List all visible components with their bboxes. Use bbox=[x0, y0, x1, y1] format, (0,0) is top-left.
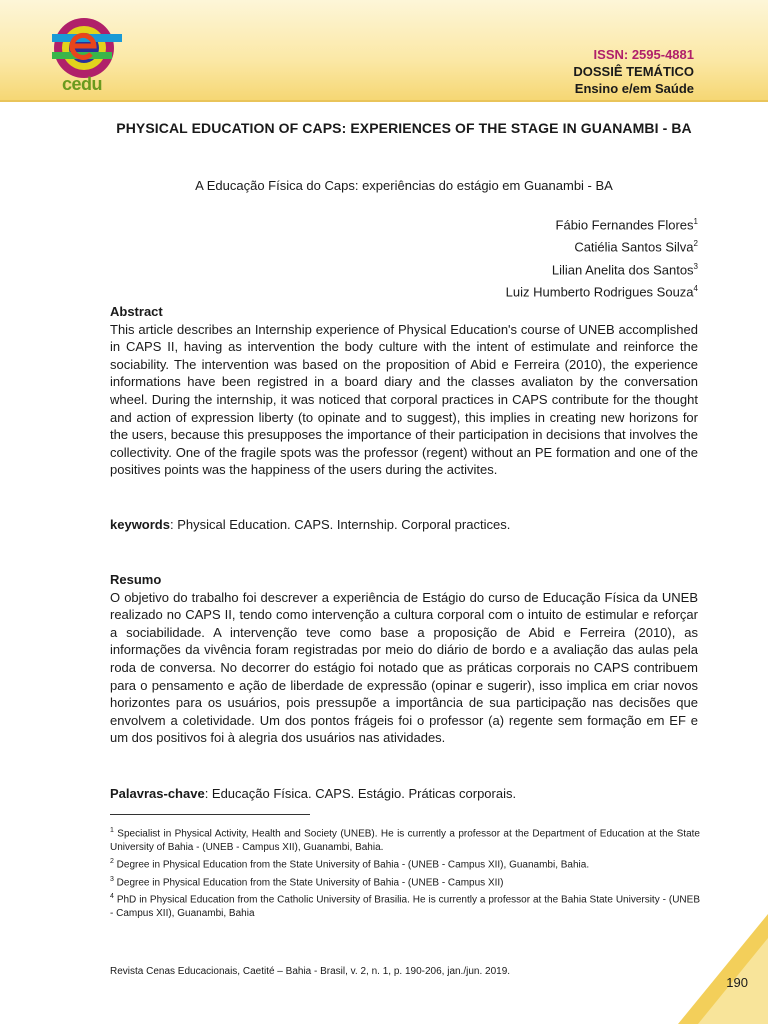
dossie-label: DOSSIÊ TEMÁTICO bbox=[573, 64, 694, 79]
footnotes bbox=[110, 824, 700, 921]
issn: ISSN: 2595-4881 bbox=[593, 47, 694, 62]
keywords-label: keywords bbox=[110, 517, 170, 532]
author: Catiélia Santos Silva$^2$ bbox=[574, 239, 698, 255]
page-number: 190 bbox=[726, 975, 748, 990]
resumo-heading: Resumo bbox=[110, 572, 162, 587]
footnote-divider bbox=[110, 814, 310, 815]
palavras-chave-text: : Educação Física. CAPS. Estágio. Práticas corporais. bbox=[204, 786, 517, 801]
footnote: $^1$ Specialist in Physical Activity, Health and Society (UNEB). He is currently a professor at the Department of Education at the State University of Bahia - (UNEB - Campus XII), Guanambi, Bahia. bbox=[110, 827, 700, 854]
footnote: $^2$ Degree in Physical Education from the State University of Bahia - (UNEB - Campus XII), Guanambi, Bahia. bbox=[110, 858, 590, 871]
logo-text: cedu bbox=[62, 74, 103, 94]
journal-citation: Revista Cenas Educacionais, Caetité – Bahia - Brasil, v. 2, n. 1, p. 190-206, jan./jun. 2019. bbox=[110, 966, 511, 977]
footnote: $^4$ PhD in Physical Education from the Catholic University of Brasilia. He is currently a professor at the Bahia State University - (UNEB - Campus XII), Guanambi, Bahia bbox=[110, 892, 700, 920]
author-list bbox=[506, 212, 698, 301]
abstract-keywords bbox=[110, 517, 698, 532]
abstract-section bbox=[110, 303, 698, 479]
resumo-text: O objetivo do trabalho foi descrever a experiência de Estágio do curso de Educação Física da UNEB realizado no CAPS II, tendo como intervenção a cultura corporal com o intuito de estimular e reforçar a sociabilidade. A intervenção teve como base a proposição de Abid e Ferreira (2010), as informações da vivência foram registradas por meio do diário de bordo e a avaliação das aulas pela roda de conversa. No decorrer do estágio foi notado que as práticas corporais no CAPS contribuem para o pensamento e ação de liberdade de expressão (opinar e sugerir), isso implica em criar novos horizontes para os usuários, pois pressupõe a importância de sua participação nas decisões que envolvem a coletividade. Um dos pontos frágeis foi o professor (a) regente sem formação em EF e um dos positivos foi à alegria dos usuários nas atividades. bbox=[110, 589, 698, 746]
author: Luiz Humberto Rodrigues Souza$^4$ bbox=[505, 283, 698, 300]
palavras-chave-label: Palavras-chave bbox=[110, 786, 205, 801]
resumo-keywords bbox=[110, 786, 698, 801]
paper-title: PHYSICAL EDUCATION OF CAPS: EXPERIENCES OF THE STAGE IN GUANAMBI - BA bbox=[116, 120, 692, 136]
header-divider bbox=[0, 100, 768, 102]
journal-info bbox=[573, 46, 694, 97]
author: Lilian Anelita dos Santos$^3$ bbox=[551, 261, 698, 277]
theme-label: Ensino e/em Saúde bbox=[574, 81, 694, 96]
resumo-section bbox=[110, 571, 698, 747]
footnote: $^3$ Degree in Physical Education from the State University of Bahia - (UNEB - Campus XII) bbox=[110, 875, 504, 888]
paper-subtitle: A Educação Física do Caps: experiências do estágio em Guanambi - BA bbox=[195, 178, 613, 193]
abstract-heading: Abstract bbox=[110, 304, 163, 319]
abstract-text: This article describes an Internship experience of Physical Education's course of UNEB accomplished in CAPS II, having as intervention the body culture with the intent of estimulate and reinforce the sociability. The intervention was based on the proposition of Abid e Ferreira (2010), the experience informations have been registred in a board diary and the classes avaliaton by the conversation wheel. During the internship, it was noticed that corporal practices in CAPS contribute for the thought and action of expression liberty (to opinate and to suggest), this implies in creating new horizons for the users, because this presupposes the importance of their participation in decisions that involves the collectivity. One of the fragile spots was the professor (regent) without an PE formation and one of the positives points was the happiness of the users during the activites. bbox=[110, 321, 698, 478]
keywords-text: : Physical Education. CAPS. Internship. Corporal practices. bbox=[169, 517, 511, 532]
author: Fábio Fernandes Flores$^1$ bbox=[555, 217, 698, 233]
